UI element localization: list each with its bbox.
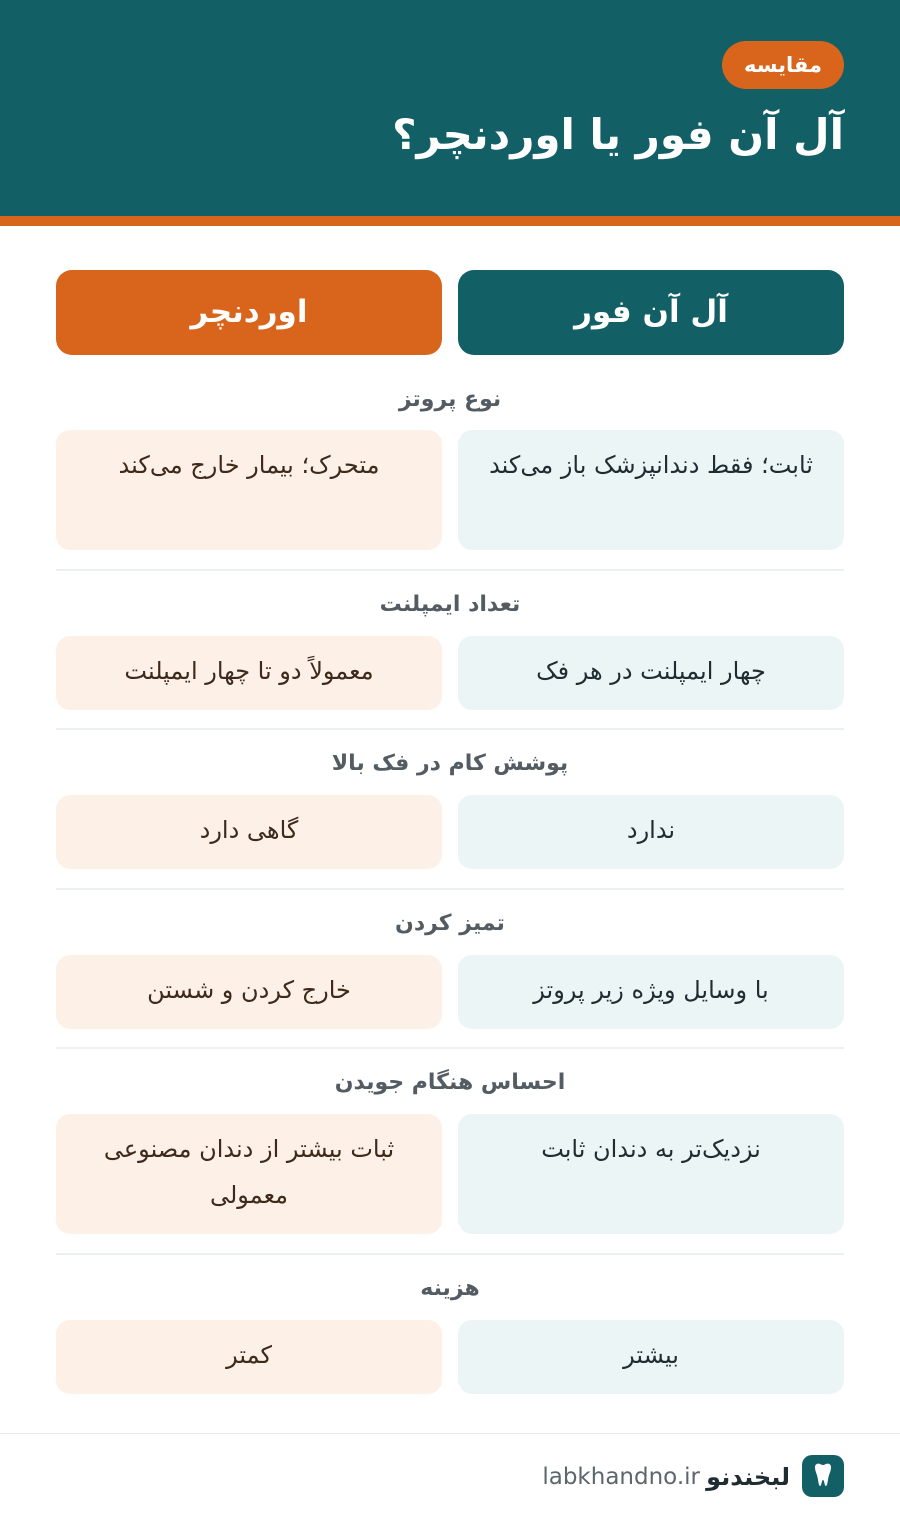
cell-overdenture-prosthesis-type: متحرک؛ بیمار خارج می‌کند	[56, 430, 442, 550]
row-divider	[56, 1253, 844, 1255]
row-divider	[56, 888, 844, 890]
cell-overdenture-chewing-feel: ثبات بیشتر از دندان مصنوعی معمولی	[56, 1114, 442, 1234]
cell-all-on-four-cost: بیشتر	[458, 1320, 844, 1394]
row-label-chewing-feel: احساس هنگام جویدن	[334, 1070, 566, 1095]
cell-overdenture-palate-coverage: گاهی دارد	[56, 795, 442, 869]
cell-all-on-four-cleaning: با وسایل ویژه زیر پروتز	[458, 955, 844, 1029]
cell-all-on-four-palate-coverage: ندارد	[458, 795, 844, 869]
category-badge: مقایسه	[722, 41, 844, 89]
footer-divider	[0, 1433, 900, 1434]
row-label-prosthesis-type: نوع پروتز	[398, 387, 502, 412]
cell-all-on-four-chewing-feel: نزدیک‌تر به دندان ثابت	[458, 1114, 844, 1234]
cell-all-on-four-prosthesis-type: ثابت؛ فقط دندانپزشک باز می‌کند	[458, 430, 844, 550]
cell-overdenture-cleaning: خارج کردن و شستن	[56, 955, 442, 1029]
row-label-implant-count: تعداد ایمپلنت	[379, 592, 521, 617]
row-divider	[56, 728, 844, 730]
brand-name: لبخندنو	[706, 1463, 790, 1491]
row-divider	[56, 1047, 844, 1049]
header-accent-stripe	[0, 216, 900, 226]
tooth-icon	[802, 1455, 844, 1497]
row-label-cost: هزینه	[420, 1276, 480, 1301]
cell-all-on-four-implant-count: چهار ایمپلنت در هر فک	[458, 636, 844, 710]
column-header-all-on-four: آل آن فور	[458, 270, 844, 355]
cell-overdenture-cost: کمتر	[56, 1320, 442, 1394]
row-label-cleaning: تمیز کردن	[395, 911, 505, 936]
cell-overdenture-implant-count: معمولاً دو تا چهار ایمپلنت	[56, 636, 442, 710]
column-header-overdenture: اوردنچر	[56, 270, 442, 355]
row-label-palate-coverage: پوشش کام در فک بالا	[331, 751, 569, 776]
website-link[interactable]: labkhandno.ir	[542, 1464, 700, 1490]
row-divider	[56, 569, 844, 571]
page-title: آل آن فور یا اوردنچر؟	[392, 110, 844, 159]
